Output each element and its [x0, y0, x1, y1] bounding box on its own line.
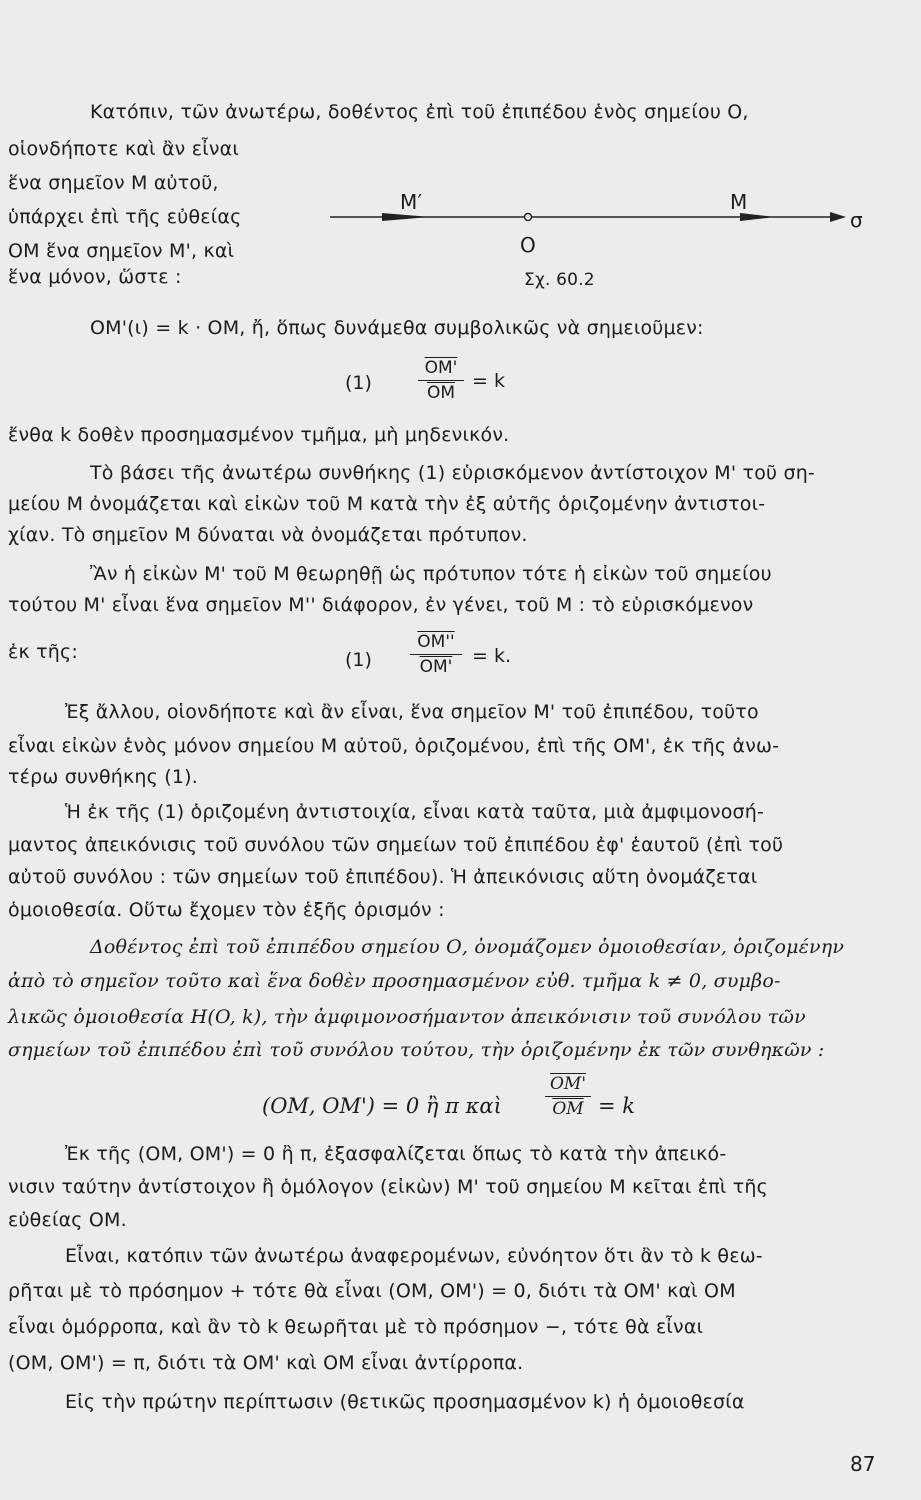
- eq3-numerator: OM': [549, 1074, 587, 1094]
- eq1-rhs: = k: [472, 370, 505, 392]
- eq3-fraction: [545, 1074, 591, 1119]
- para4-line-1: Ἡ ἐκ τῆς (1) ὁριζομένη ἀντιστοιχία, εἶναι κατὰ ταῦτα, μιὰ ἀμφιμονοσή-: [65, 801, 765, 823]
- para2-line-2: τούτου Μ' εἶναι ἕνα σημεῖον Μ'' διάφορον, ἐν γένει, τοῦ Μ : τὸ εὑρισκόμενον: [8, 594, 754, 616]
- vector-om-prime-arrow: [382, 213, 430, 221]
- vector-om-arrow: [740, 213, 775, 221]
- para4-line-2: μαντος ἀπεικόνισις τοῦ συνόλου τῶν σημείων τοῦ ἐπιπέδου ἐφ' ἑαυτοῦ (ἐπὶ τοῦ: [8, 834, 784, 856]
- left-line-1: οἱονδήποτε καὶ ἂν εἶναι: [8, 138, 240, 160]
- eq3-denominator: OM: [552, 1099, 584, 1119]
- left-line-2: ἕνα σημεῖον Μ αὐτοῦ,: [8, 172, 219, 194]
- para5-line-1: Ἐκ τῆς (ΟΜ, ΟΜ') = 0 ἢ π, ἐξασφαλίζεται ὅπως τὸ κατὰ τὴν ἀπεικό-: [65, 1143, 727, 1165]
- left-line-5: ἕνα μόνον, ὥστε :: [8, 266, 182, 288]
- eq2-numerator: OM'': [417, 632, 455, 652]
- definition-relation-line: OM'(ι) = k · OM, ἤ, ὅπως δυνάμεθα συμβολικῶς νὰ σημειοῦμεν:: [90, 317, 704, 339]
- definition-line-2: ἀπὸ τὸ σημεῖον τοῦτο καὶ ἕνα δοθὲν προσημασμένον εὐθ. τμῆμα k ≠ 0, συμβο-: [8, 970, 781, 992]
- para4-line-4: ὁμοιοθεσία. Οὕτω ἔχομεν τὸν ἑξῆς ὁρισμόν :: [8, 899, 445, 921]
- para3-line-2: εἶναι εἰκὼν ἑνὸς μόνον σημείου Μ αὐτοῦ, ὁριζομένου, ἐπὶ τῆς ΟΜ', ἐκ τῆς ἀνω-: [8, 735, 780, 757]
- line-entha: ἔνθα k δοθὲν προσημασμένον τμῆμα, μὴ μηδενικόν.: [8, 424, 510, 446]
- para3-line-3: τέρω συνθήκης (1).: [8, 766, 199, 788]
- ek-tis-label: ἐκ τῆς:: [8, 641, 78, 663]
- intro-line: Κατόπιν, τῶν ἀνωτέρω, δοθέντος ἐπὶ τοῦ ἐπιπέδου ἑνὸς σημείου Ο,: [90, 101, 749, 123]
- para6-line-4: (ΟΜ, ΟΜ') = π, διότι τὰ ΟΜ' καὶ ΟΜ εἶναι ἀντίρροπα.: [8, 1352, 524, 1374]
- label-sigma: σ: [850, 208, 863, 232]
- eq3-lhs: (OM, OM') = 0 ἢ π καὶ: [262, 1094, 502, 1118]
- point-o: [525, 214, 532, 221]
- left-line-4: ΟΜ ἕνα σημεῖον Μ', καὶ: [8, 240, 235, 262]
- eq3-rhs: = k: [598, 1094, 635, 1118]
- para1-line-3: χίαν. Τὸ σημεῖον Μ δύναται νὰ ὀνομάζεται πρότυπον.: [8, 524, 528, 546]
- eq2-denominator: OM': [419, 657, 453, 677]
- page-number: 87: [850, 1452, 876, 1476]
- eq1-fraction: [418, 358, 464, 403]
- eq2-fraction: [410, 632, 462, 677]
- last-line: Εἰς τὴν πρώτην περίπτωσιν (θετικῶς προσημασμένον k) ἡ ὁμοιοθεσία: [65, 1391, 745, 1413]
- para2-line-1: Ἂν ἡ εἰκὼν Μ' τοῦ Μ θεωρηθῇ ὡς πρότυπον τότε ἡ εἰκὼν τοῦ σημείου: [90, 563, 772, 585]
- label-m: Μ: [730, 190, 748, 214]
- eq1-numerator: OM': [424, 358, 458, 378]
- para5-line-3: εὐθείας ΟΜ.: [8, 1209, 127, 1231]
- definition-line-4: σημείων τοῦ ἐπιπέδου ἐπὶ τοῦ συνόλου τούτου, τὴν ὁριζομένην ἐκ τῶν συνθηκῶν :: [8, 1039, 825, 1061]
- para3-line-1: Ἐξ ἄλλου, οἱονδήποτε καὶ ἂν εἶναι, ἕνα σημεῖον Μ' τοῦ ἐπιπέδου, τοῦτο: [65, 701, 759, 723]
- eq2-rhs: = k.: [472, 645, 512, 667]
- definition-line-1: Δοθέντος ἐπὶ τοῦ ἐπιπέδου σημείου Ο, ὀνομάζομεν ὁμοιοθεσίαν, ὁριζομένην: [90, 936, 845, 958]
- para1-line-2: μείου Μ ὀνομάζεται καὶ εἰκὼν τοῦ Μ κατὰ τὴν ἐξ αὐτῆς ὁριζομένην ἀντιστοι-: [8, 493, 766, 515]
- eq2-label: (1): [345, 649, 372, 671]
- label-m-prime: Μ′: [400, 190, 423, 214]
- definition-line-3: λικῶς ὁμοιοθεσία H(O, k), τὴν ἀμφιμονοσήμαντον ἀπεικόνισιν τοῦ συνόλου τῶν: [8, 1006, 806, 1028]
- label-o: Ο: [520, 233, 536, 257]
- para6-line-3: εἶναι ὁμόρροπα, καὶ ἂν τὸ k θεωρῆται μὲ τὸ πρόσημον −, τότε θὰ εἶναι: [8, 1316, 704, 1338]
- para1-line-1: Τὸ βάσει τῆς ἀνωτέρω συνθήκης (1) εὑρισκόμενον ἀντίστοιχον Μ' τοῦ ση-: [90, 462, 815, 484]
- eq1-denominator: OM: [426, 383, 456, 403]
- eq1-label: (1): [345, 372, 372, 394]
- para6-line-2: ρῆται μὲ τὸ πρόσημον + τότε θὰ εἶναι (ΟΜ, ΟΜ') = 0, διότι τὰ ΟΜ' καὶ ΟΜ: [8, 1280, 736, 1302]
- para5-line-2: νισιν ταύτην ἀντίστοιχον ἢ ὁμόλογον (εἰκὼν) Μ' τοῦ σημείου Μ κεῖται ἐπὶ τῆς: [8, 1176, 768, 1198]
- left-line-3: ὑπάρχει ἐπὶ τῆς εὐθείας: [8, 206, 242, 228]
- figure-caption: Σχ. 60.2: [524, 270, 595, 290]
- para4-line-3: αὐτοῦ συνόλου : τῶν σημείων τοῦ ἐπιπέδου). Ἡ ἀπεικόνισις αὕτη ὀνομάζεται: [8, 866, 758, 888]
- ray-arrowhead: [830, 212, 846, 222]
- para6-line-1: Εἶναι, κατόπιν τῶν ἀνωτέρω ἀναφερομένων, εὐνόητον ὅτι ἂν τὸ k θεω-: [65, 1245, 763, 1267]
